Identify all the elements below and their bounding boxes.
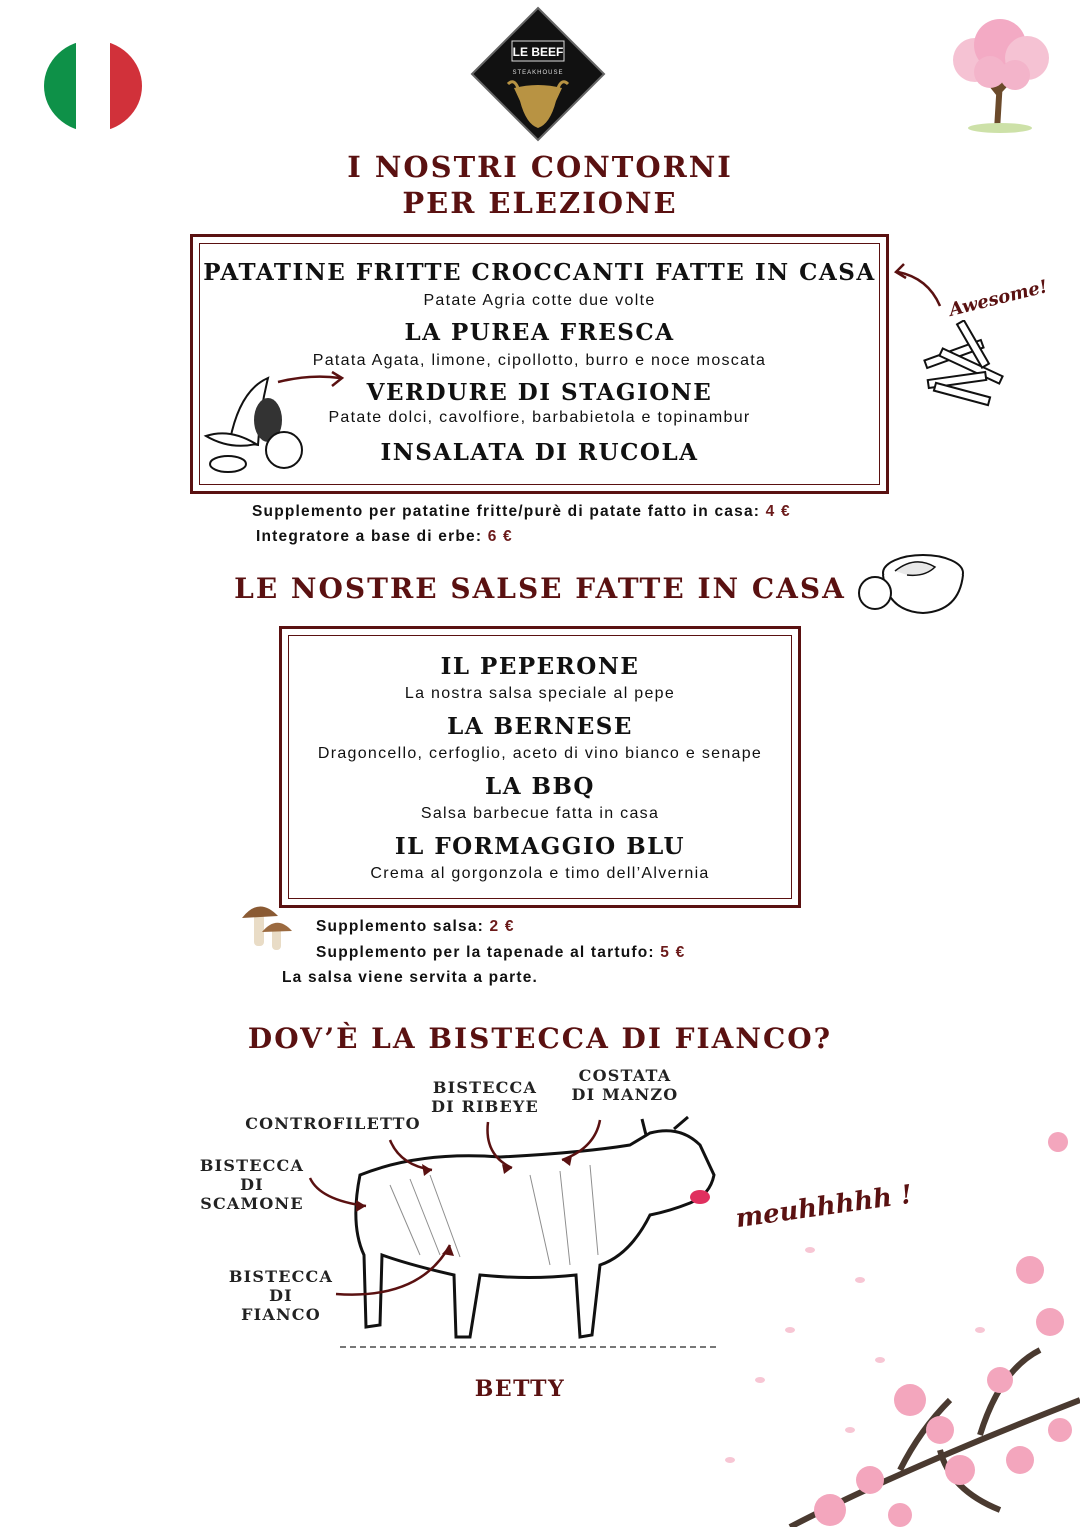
- sauce-item-desc: Dragoncello, cerfoglio, aceto di vino bianco e senape: [317, 745, 763, 762]
- cut-arrows: [300, 1110, 620, 1310]
- section-title-cuts: DOV’È LA BISTECCA DI FIANCO?: [247, 1022, 833, 1055]
- served-note: La salsa viene servita a parte.: [282, 969, 539, 986]
- sauce-bowl-sketch-icon: [855, 545, 967, 620]
- awesome-label: Awesome!: [946, 276, 1050, 321]
- blossom-tree-icon: [945, 10, 1055, 135]
- cherry-blossom-branch-icon: [700, 1130, 1080, 1527]
- mushrooms-icon: [240, 898, 296, 954]
- sauce-item-desc: Salsa barbecue fatta in casa: [420, 805, 660, 822]
- side-item-name: VERDURE DI STAGIONE: [366, 379, 713, 406]
- cut-label-controfiletto: CONTROFILETTO: [245, 1114, 421, 1133]
- cut-label-scamone: BISTECCA DI SCAMONE: [199, 1156, 305, 1213]
- side-item-desc: Patate dolci, cavolfiore, barbabietola e topinambur: [328, 409, 751, 426]
- sauce-item-name: LA BBQ: [485, 773, 595, 800]
- supplement-note: Integratore a base di erbe: 6 €: [256, 528, 513, 545]
- restaurant-logo: [470, 6, 606, 142]
- supplement-note: Supplemento per patatine fritte/purè di patate fatto in casa: 4 €: [252, 503, 791, 520]
- side-item-name: LA PUREA FRESCA: [404, 319, 675, 346]
- supplement-note: Supplemento per la tapenade al tartufo: 5 €: [316, 944, 686, 961]
- moo-label: meuhhhhh !: [733, 1179, 915, 1235]
- sauce-item-name: IL PEPERONE: [440, 653, 640, 680]
- sauce-item-desc: Crema al gorgonzola e timo dell’Alvernia: [370, 865, 710, 882]
- section-title-sides-line2: PER ELEZIONE: [402, 186, 678, 220]
- section-title-sauces: LE NOSTRE SALSE FATTE IN CASA: [234, 572, 846, 605]
- logo-subtitle: STEAKHOUSE: [512, 70, 564, 76]
- sauce-item-name: IL FORMAGGIO BLU: [394, 833, 686, 860]
- cut-label-ribeye: BISTECCA DI RIBEYE: [431, 1078, 539, 1116]
- side-item-name: PATATINE FRITTE CROCCANTI FATTE IN CASA: [203, 259, 876, 286]
- sauce-item-desc: La nostra salsa speciale al pepe: [404, 685, 676, 702]
- side-item-name: INSALATA DI RUCOLA: [380, 439, 699, 466]
- sauces-menu-box: [279, 626, 801, 908]
- arrow-icon: [888, 262, 948, 312]
- supplement-note: Supplemento salsa: 2 €: [316, 918, 515, 935]
- cut-label-costata: COSTATA DI MANZO: [571, 1066, 679, 1104]
- side-item-desc: Patata Agata, limone, cipollotto, burro e noce moscata: [312, 352, 767, 369]
- logo-name: LE BEEF: [512, 45, 564, 59]
- cut-label-fianco: BISTECCA DI FIANCO: [228, 1267, 334, 1324]
- cow-name: BETTY: [474, 1376, 566, 1402]
- italian-flag-icon: [44, 40, 142, 132]
- fries-sketch-icon: [918, 320, 1013, 412]
- side-item-desc: Patate Agria cotte due volte: [423, 292, 656, 309]
- sauce-item-name: LA BERNESE: [447, 713, 633, 740]
- section-title-sides: I NOSTRI CONTORNI: [347, 150, 733, 184]
- vegetables-sketch-icon: [200, 370, 350, 480]
